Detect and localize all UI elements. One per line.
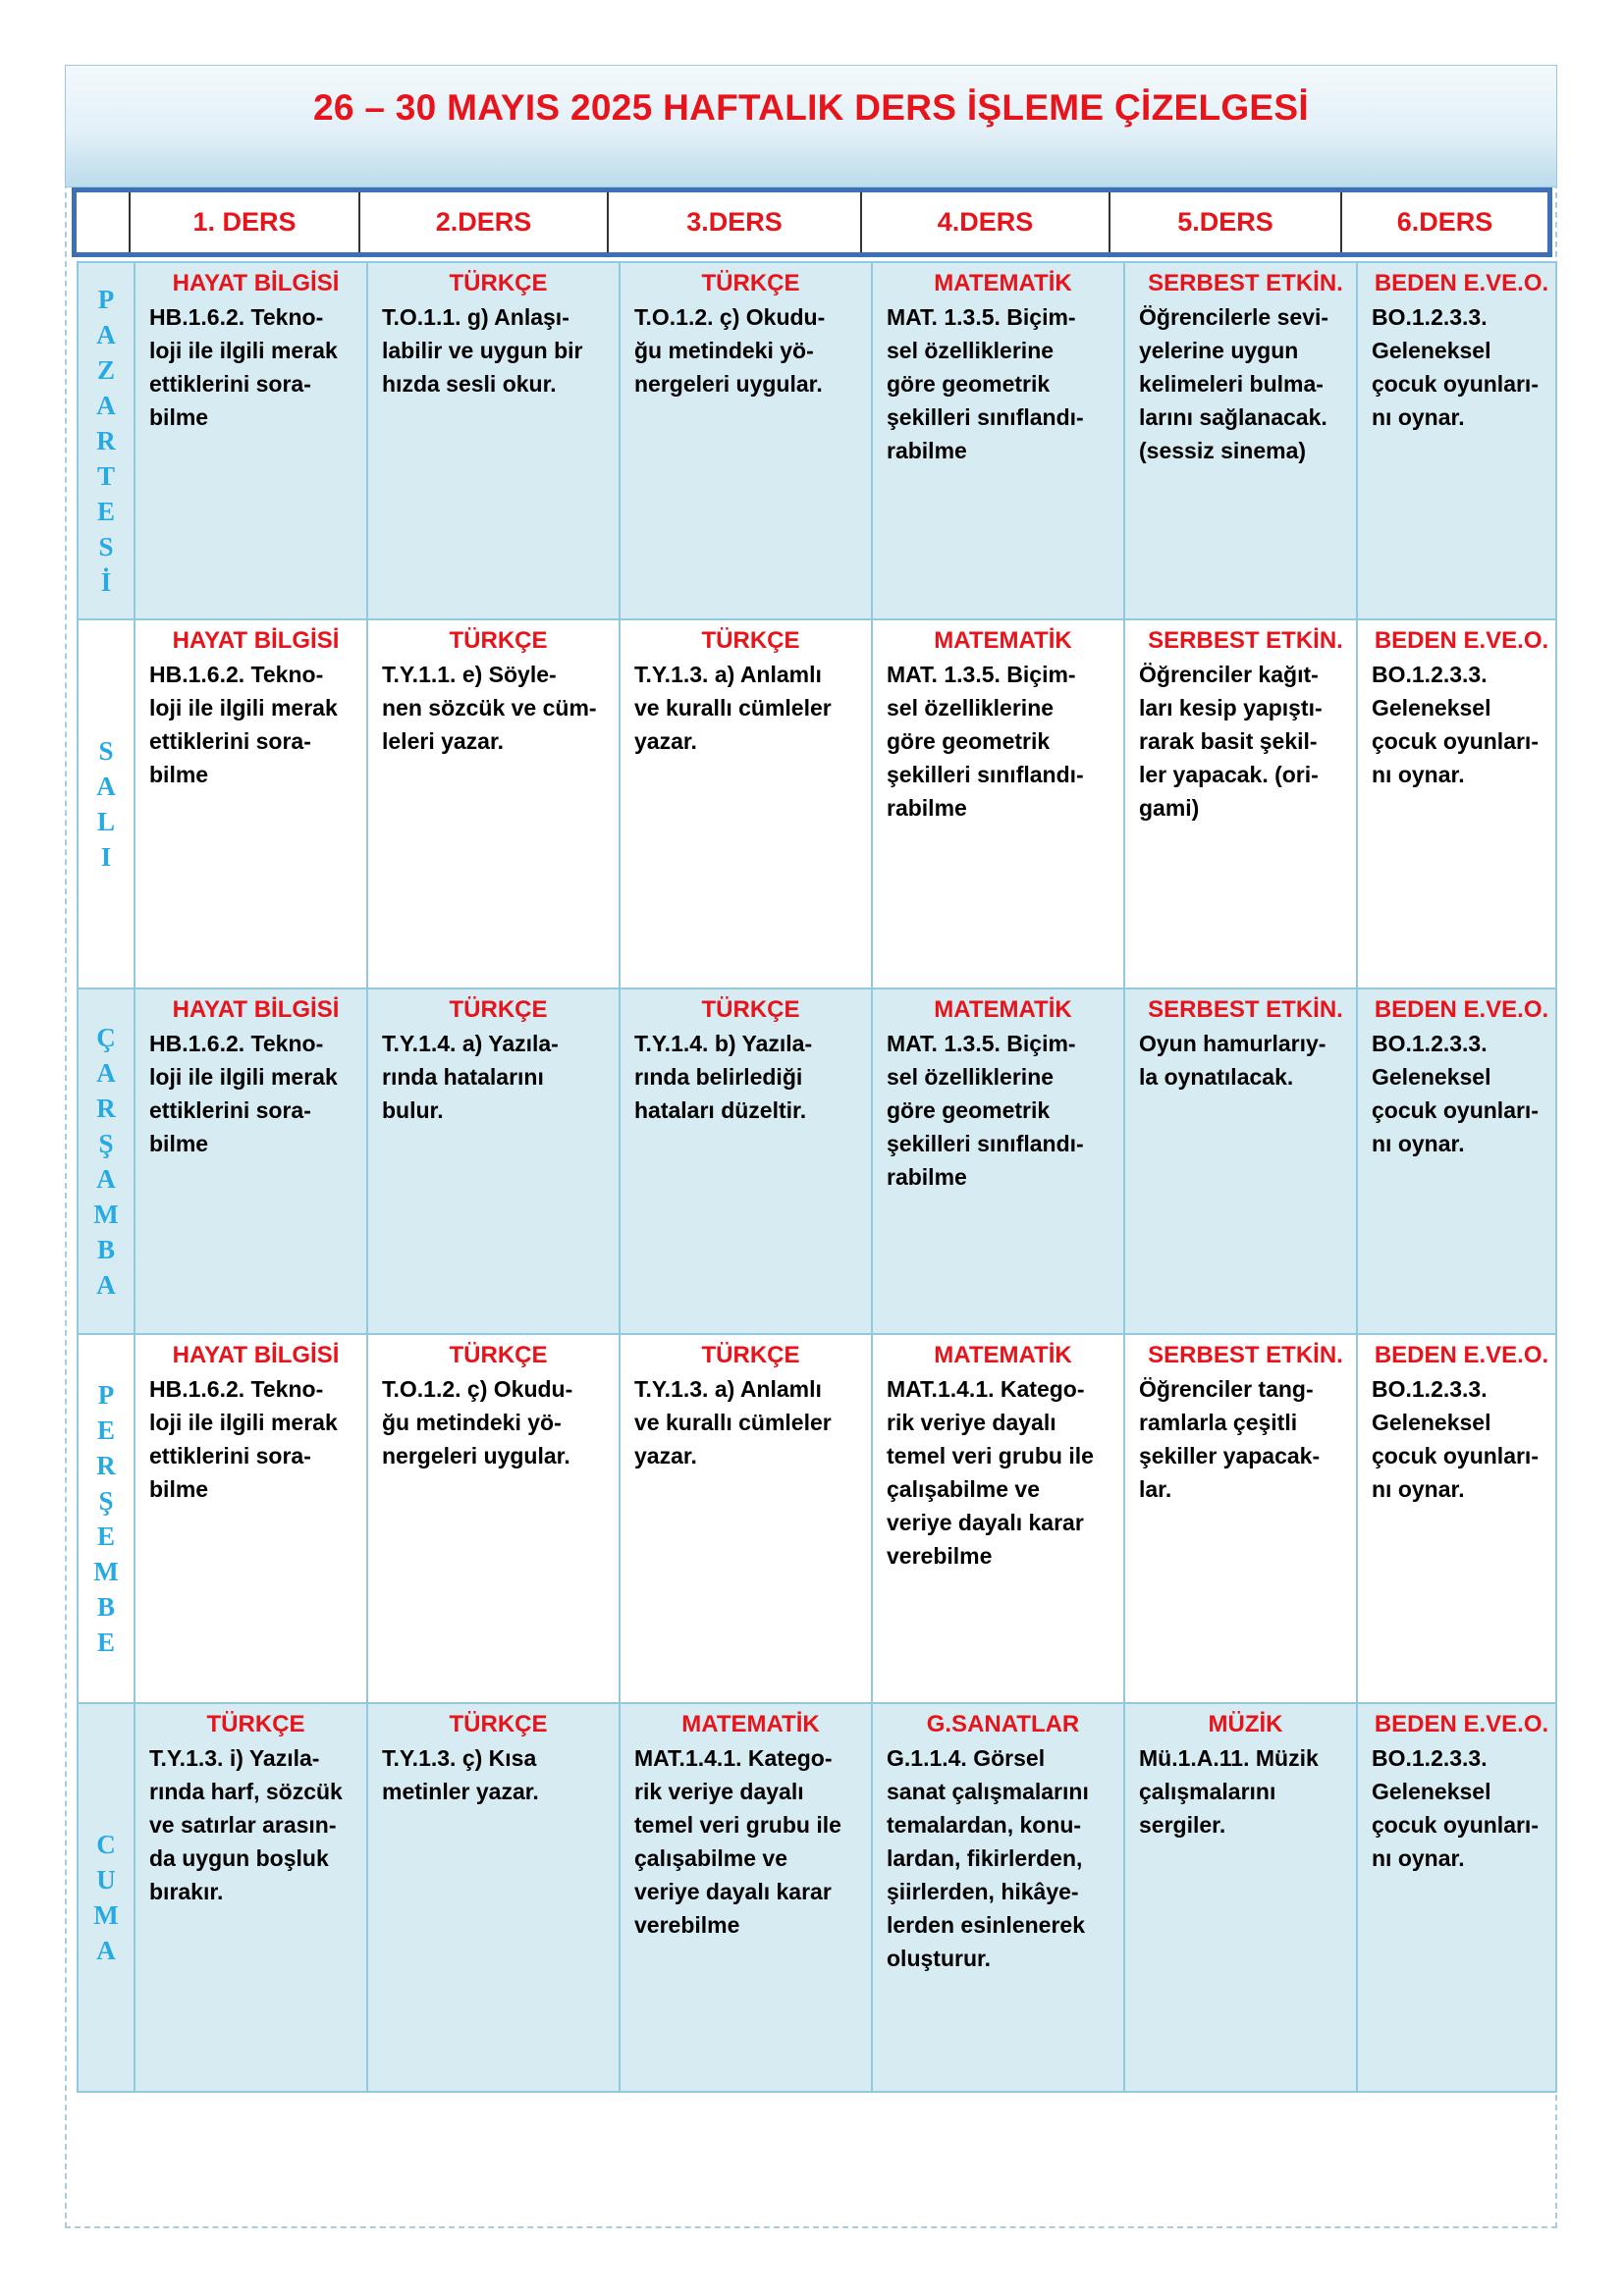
lesson-objective: HB.1.6.2. Tekno- loji ile ilgili merak ettiklerini sora- bilme (149, 1031, 338, 1156)
lesson-objective: BO.1.2.3.3. Geleneksel çocuk oyunları- nı oynar. (1372, 1031, 1539, 1156)
lesson-cell (1124, 988, 1357, 1334)
subject-name: TÜRKÇE (449, 1711, 548, 1737)
header-lesson-1: 1. DERS (131, 192, 360, 252)
day-letter: İ (100, 567, 112, 597)
lesson-cell (135, 1703, 367, 2092)
subject-name: TÜRKÇE (449, 270, 548, 296)
lesson-objective: MAT.1.4.1. Katego- rik veriye dayalı temel veri grubu ile çalışabilme ve veriye dayalı karar verebilme (887, 1376, 1094, 1569)
title-banner (65, 65, 1557, 187)
lesson-objective: T.Y.1.1. e) Söyle- nen sözcük ve cüm- leleri yazar. (382, 662, 597, 754)
lesson-objective: T.O.1.2. ç) Okudu- ğu metindeki yö- nergeleri uygular. (634, 304, 826, 397)
subject-name: TÜRKÇE (701, 270, 800, 296)
lesson-objective: MAT.1.4.1. Katego- rik veriye dayalı temel veri grubu ile çalışabilme ve veriye dayalı karar verebilme (634, 1745, 841, 1938)
day-label-pazartesi (78, 262, 135, 619)
day-letter: M (93, 1900, 119, 1930)
header-lesson-3: 3.DERS (609, 192, 862, 252)
day-row-pazartesi (78, 262, 1556, 619)
day-letter: T (96, 461, 115, 491)
subject-name: MATEMATİK (934, 1342, 1072, 1368)
lesson-objective: MAT. 1.3.5. Biçim- sel özelliklerine göre geometrik şekilleri sınıflandı- rabilme (887, 304, 1084, 463)
day-letter: A (96, 320, 116, 349)
lesson-objective: HB.1.6.2. Tekno- loji ile ilgili merak ettiklerini sora- bilme (149, 662, 338, 787)
day-letter: R (96, 1451, 116, 1480)
subject-name: BEDEN E.VE.O. (1374, 1711, 1549, 1737)
lesson-objective: T.Y.1.3. a) Anlamlı ve kurallı cümleler yazar. (634, 662, 832, 754)
subject-name: HAYAT BİLGİSİ (172, 1342, 340, 1368)
lesson-objective: T.Y.1.3. a) Anlamlı ve kurallı cümleler yazar. (634, 1376, 832, 1468)
subject-name: TÜRKÇE (449, 996, 548, 1023)
day-letter: A (96, 391, 116, 420)
lesson-cell (1357, 262, 1556, 619)
lesson-cell (1124, 262, 1357, 619)
subject-name: TÜRKÇE (701, 1342, 800, 1368)
lesson-cell (1124, 619, 1357, 988)
lesson-cell (367, 619, 620, 988)
day-label-cuma (78, 1703, 135, 2092)
day-letter: A (96, 1936, 116, 1965)
lesson-objective: G.1.1.4. Görsel sanat çalışmalarını temalardan, konu- lardan, fikirlerden, şiirlerden, hikâye- lerden esinlenerek oluşturur. (887, 1745, 1089, 1971)
day-letter: U (96, 1865, 116, 1895)
lesson-objective: T.Y.1.3. ç) Kısa metinler yazar. (382, 1745, 539, 1804)
lesson-objective: BO.1.2.3.3. Geleneksel çocuk oyunları- nı oynar. (1372, 662, 1539, 787)
lesson-objective: T.Y.1.4. a) Yazıla- rında hatalarını bulur. (382, 1031, 559, 1123)
day-letter: A (96, 1270, 116, 1300)
day-letter: Ş (98, 1129, 114, 1158)
subject-name: MATEMATİK (934, 996, 1072, 1023)
lesson-cell (1357, 1703, 1556, 2092)
subject-name: G.SANATLAR (926, 1711, 1080, 1737)
schedule-table (77, 261, 1557, 2093)
lesson-cell (367, 1334, 620, 1703)
day-row-persembe (78, 1334, 1556, 1703)
lesson-objective: Öğrenciler tang- ramlarla çeşitli şekiller yapacak- lar. (1139, 1376, 1321, 1502)
subject-name: MATEMATİK (934, 627, 1072, 654)
subject-name: BEDEN E.VE.O. (1374, 627, 1549, 654)
subject-name: HAYAT BİLGİSİ (172, 270, 340, 296)
lesson-cell (135, 1334, 367, 1703)
lesson-header-row (72, 187, 1552, 257)
day-letter: B (96, 1592, 115, 1622)
lesson-objective: T.O.1.1. g) Anlaşı- labilir ve uygun bir hızda sesli okur. (382, 304, 583, 397)
subject-name: TÜRKÇE (449, 1342, 548, 1368)
lesson-objective: Oyun hamurlarıy- la oynatılacak. (1139, 1031, 1326, 1090)
lesson-objective: BO.1.2.3.3. Geleneksel çocuk oyunları- nı oynar. (1372, 1745, 1539, 1871)
day-letter: R (96, 426, 116, 455)
lesson-cell (872, 262, 1124, 619)
day-letter: A (96, 772, 116, 801)
lesson-objective: HB.1.6.2. Tekno- loji ile ilgili merak ettiklerini sora- bilme (149, 1376, 338, 1502)
lesson-objective: Mü.1.A.11. Müzik çalışmalarını sergiler. (1139, 1745, 1319, 1838)
page-title: 26 – 30 MAYIS 2025 HAFTALIK DERS İŞLEME ÇİZELGESİ (313, 86, 1309, 128)
lesson-cell (620, 619, 872, 988)
lesson-objective: HB.1.6.2. Tekno- loji ile ilgili merak ettiklerini sora- bilme (149, 304, 338, 430)
lesson-objective: MAT. 1.3.5. Biçim- sel özelliklerine göre geometrik şekilleri sınıflandı- rabilme (887, 1031, 1084, 1190)
subject-name: MÜZİK (1208, 1711, 1283, 1737)
lesson-cell (1357, 619, 1556, 988)
day-letter: A (96, 1058, 116, 1088)
day-letter: L (96, 807, 115, 836)
subject-name: MATEMATİK (681, 1711, 820, 1737)
day-letter: R (96, 1094, 116, 1123)
header-lesson-6: 6.DERS (1396, 207, 1493, 237)
lesson-cell (872, 1703, 1124, 2092)
lesson-objective: BO.1.2.3.3. Geleneksel çocuk oyunları- nı oynar. (1372, 1376, 1539, 1502)
lesson-cell (872, 1334, 1124, 1703)
day-letter: M (93, 1200, 119, 1229)
day-letter: E (96, 1522, 115, 1551)
lesson-cell (872, 988, 1124, 1334)
subject-name: TÜRKÇE (206, 1711, 305, 1737)
day-row-sali (78, 619, 1556, 988)
day-letter: Ç (96, 1023, 116, 1052)
day-letter: P (97, 285, 115, 314)
subject-name: SERBEST ETKİN. (1148, 996, 1343, 1023)
subject-name: BEDEN E.VE.O. (1374, 270, 1549, 296)
subject-name: SERBEST ETKİN. (1148, 1342, 1343, 1368)
subject-name: BEDEN E.VE.O. (1374, 1342, 1549, 1368)
lesson-objective: T.Y.1.3. i) Yazıla- rında harf, sözcük ve satırlar arasın- da uygun boşluk bırakır. (149, 1745, 343, 1904)
subject-name: HAYAT BİLGİSİ (172, 627, 340, 654)
lesson-cell (1124, 1703, 1357, 2092)
day-letter: E (96, 1415, 115, 1445)
day-letter: Z (96, 355, 115, 385)
subject-name: TÜRKÇE (701, 627, 800, 654)
lesson-cell (135, 988, 367, 1334)
day-letter: Ş (98, 1486, 114, 1516)
day-row-carsamba (78, 988, 1556, 1334)
day-letter: E (96, 497, 115, 526)
header-lesson-2: 2.DERS (360, 192, 609, 252)
day-letter: B (96, 1235, 115, 1264)
lesson-cell (367, 262, 620, 619)
lesson-cell (135, 619, 367, 988)
lesson-cell (367, 1703, 620, 2092)
day-letter: C (96, 1830, 116, 1859)
lesson-cell (367, 988, 620, 1334)
subject-name: SERBEST ETKİN. (1148, 270, 1343, 296)
header-lesson-5: 5.DERS (1110, 192, 1342, 252)
header-lesson-4: 4.DERS (862, 192, 1110, 252)
subject-name: TÜRKÇE (701, 996, 800, 1023)
day-row-cuma (78, 1703, 1556, 2092)
subject-name: TÜRKÇE (449, 627, 548, 654)
lesson-cell (1357, 1334, 1556, 1703)
lesson-cell (872, 619, 1124, 988)
day-letter: A (96, 1164, 116, 1194)
subject-name: SERBEST ETKİN. (1148, 627, 1343, 654)
lesson-cell (1124, 1334, 1357, 1703)
day-label-carsamba (78, 988, 135, 1334)
lesson-cell (620, 1334, 872, 1703)
day-letter: M (93, 1557, 119, 1586)
day-letter: S (98, 736, 114, 766)
day-letter: S (98, 532, 114, 561)
lesson-objective: T.Y.1.4. b) Yazıla- rında belirlediği hataları düzeltir. (634, 1031, 813, 1123)
subject-name: HAYAT BİLGİSİ (172, 996, 340, 1023)
day-label-sali (78, 619, 135, 988)
day-letter: I (100, 842, 112, 872)
lesson-cell (135, 262, 367, 619)
lesson-objective: MAT. 1.3.5. Biçim- sel özelliklerine göre geometrik şekilleri sınıflandı- rabilme (887, 662, 1084, 821)
lesson-objective: Öğrencilerle sevi- yelerine uygun kelimeleri bulma- larını sağlanacak. (sessiz sinema) (1139, 304, 1329, 463)
lesson-objective: T.O.1.2. ç) Okudu- ğu metindeki yö- nergeleri uygular. (382, 1376, 573, 1468)
lesson-objective: Öğrenciler kağıt- ları kesip yapıştı- rarak basit şekil- ler yapacak. (ori- gami) (1139, 662, 1323, 821)
subject-name: BEDEN E.VE.O. (1374, 996, 1549, 1023)
lesson-cell (620, 988, 872, 1334)
lesson-objective: BO.1.2.3.3. Geleneksel çocuk oyunları- nı oynar. (1372, 304, 1539, 430)
lesson-cell (620, 262, 872, 619)
day-label-persembe (78, 1334, 135, 1703)
lesson-cell (620, 1703, 872, 2092)
header-corner-cell (77, 192, 131, 252)
day-letter: E (96, 1628, 115, 1657)
lesson-cell (1357, 988, 1556, 1334)
subject-name: MATEMATİK (934, 270, 1072, 296)
day-letter: P (97, 1380, 115, 1410)
